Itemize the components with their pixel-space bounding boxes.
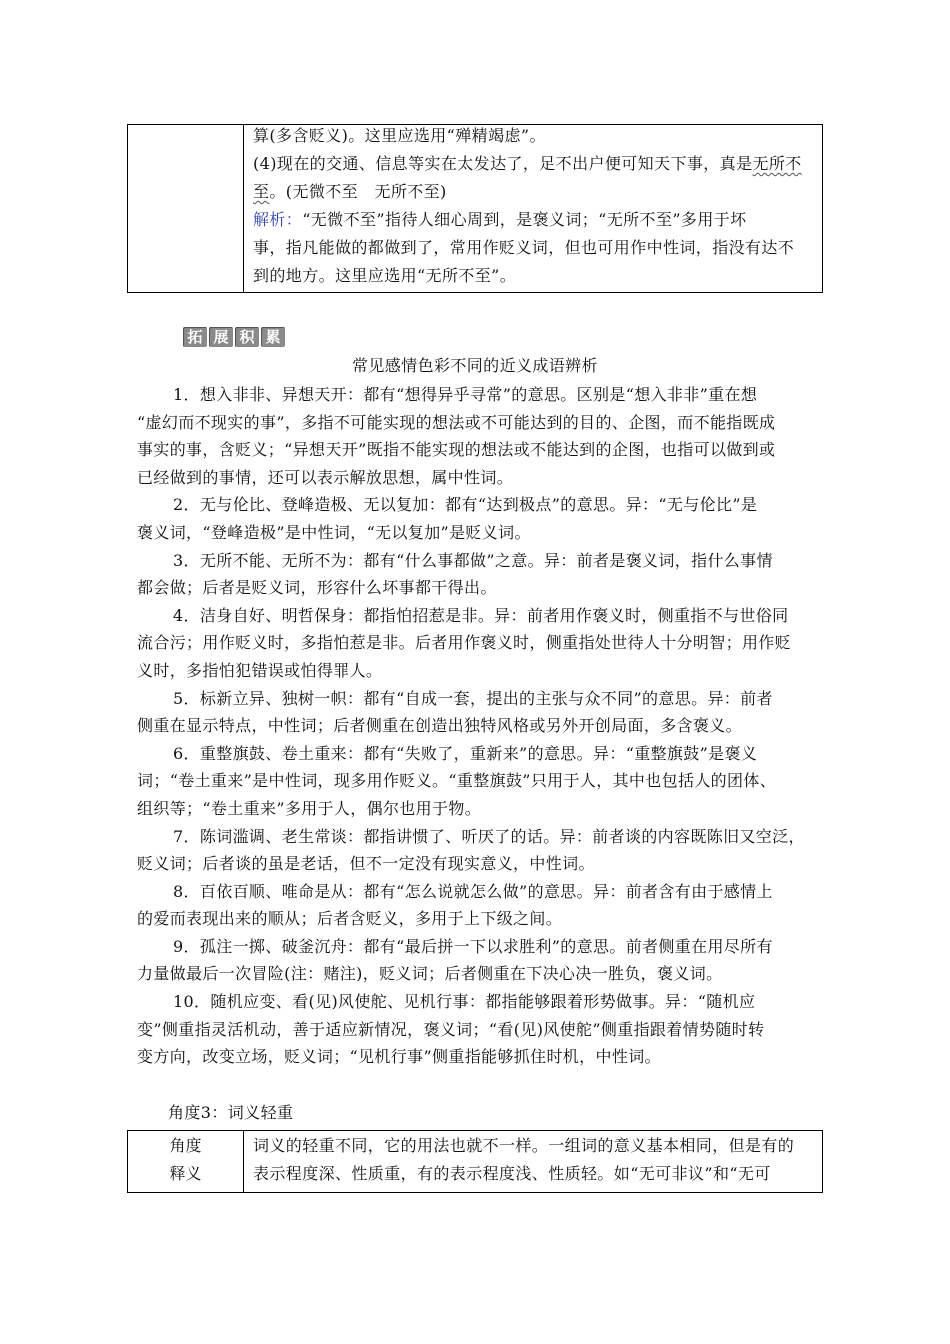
list-item bbox=[137, 381, 823, 491]
badge-char: 展 bbox=[209, 327, 233, 347]
text-line: 事，指凡能做的都做到了，常用作贬义词，但也可用作中性词，指没有达不 bbox=[253, 238, 795, 257]
text-line: 贬义词；后者谈的虽是老话，但不一定没有现实意义，中性词。 bbox=[137, 854, 595, 874]
badge-char: 拓 bbox=[183, 327, 207, 347]
list-item bbox=[137, 547, 823, 602]
text-line: 算(多含贬义)。这里应选用“殚精竭虑”。 bbox=[253, 126, 546, 145]
text-line: 9．孤注一掷、破釜沉舟：都有“最后拼一下以求胜利”的意思。前者侧重在用尽所有 bbox=[173, 936, 773, 956]
text-line: 事实的事，含贬义；“异想天开”既指不能实现的想法或不能达到的企图，也指可以做到或 bbox=[137, 440, 776, 460]
text-line: 7．陈词滥调、老生常谈：都指讲惯了、听厌了的话。异：前者谈的内容既陈旧又空泛， bbox=[173, 826, 805, 846]
table-left-cell bbox=[128, 1131, 244, 1192]
text-line: 1．想入非非、异想天开：都有“想得异乎寻常”的意思。区别是“想入非非”重在想 bbox=[173, 385, 758, 404]
text-line: 都会做；后者是贬义词，形容什么坏事都干得出。 bbox=[137, 578, 497, 598]
text-line: 表示程度深、性质重，有的表示程度浅、性质轻。如“无可非议”和“无可 bbox=[253, 1164, 771, 1183]
list-item bbox=[137, 740, 823, 823]
table-right-cell bbox=[244, 1131, 822, 1192]
definition-table bbox=[127, 1130, 823, 1193]
answer-table bbox=[127, 124, 823, 293]
text-line: 到的地方。这里应选用“无所不至”。 bbox=[253, 266, 517, 285]
underlined-answer: 至 bbox=[253, 182, 270, 201]
text-line: 侧重在显示特点，中性词；后者侧重在创造出独特风格或另外开创局面，多含褒义。 bbox=[137, 716, 742, 736]
cell-label: 释义 bbox=[169, 1164, 202, 1183]
idiom-list bbox=[137, 381, 823, 1071]
text-line: (4)现在的交通、信息等实在太发达了，足不出户便可知天下事，真是无所不 bbox=[253, 154, 802, 173]
text-line: 已经做到的事情，还可以表示解放思想，属中性词。 bbox=[137, 467, 514, 487]
text-line: 变方向，改变立场，贬义词；“见机行事”侧重指能够抓住时机，中性词。 bbox=[137, 1047, 661, 1067]
underlined-answer: 无所不 bbox=[752, 154, 802, 173]
text-line: 词；“卷土重来”是中性词，现多用作贬义。“重整旗鼓”只用于人，其中也包括人的团体、 bbox=[137, 771, 777, 791]
text-line: 词义的轻重不同，它的用法也就不一样。一组词的意义基本相同，但是有的 bbox=[253, 1136, 795, 1155]
section-heading: 常见感情色彩不同的近义成语辨析 bbox=[351, 356, 598, 375]
text-line: “虚幻而不现实的事”，多指不可能实现的想法或不可能达到的目的、企图，而不能指既成 bbox=[137, 412, 776, 432]
text-line: 10．随机应变、看(见)风使舵、见机行事：都指能够跟着形势做事。异：“随机应 bbox=[173, 992, 756, 1012]
cell-label: 角度 bbox=[169, 1136, 202, 1155]
text-line: 变”侧重指灵活机动，善于适应新情况，褒义词；“看(见)风使舵”侧重指跟着情势随时转 bbox=[137, 1019, 765, 1039]
list-item bbox=[137, 823, 823, 878]
list-item bbox=[137, 933, 823, 988]
badge-char: 积 bbox=[235, 327, 259, 347]
text-line: 流合污；用作贬义时，多指怕惹是非。后者用作褒义时，侧重指处世待人十分明智；用作贬 bbox=[137, 633, 792, 653]
badge-char: 累 bbox=[261, 327, 285, 347]
analysis-label: 解析： bbox=[253, 210, 303, 229]
text-line: 至。(无微不至 无所不至) bbox=[253, 182, 447, 201]
text-line: 解析：“无微不至”指待人细心周到，是褒义词；“无所不至”多用于坏 bbox=[253, 210, 747, 229]
text-line: 6．重整旗鼓、卷土重来：都有“失败了，重新来”的意思。异：“重整旗鼓”是褒义 bbox=[173, 743, 758, 763]
list-item bbox=[137, 878, 823, 933]
list-item bbox=[137, 685, 823, 740]
angle-title: 角度3：词义轻重 bbox=[168, 1103, 294, 1122]
text-line: 5．标新立异、独树一帜：都有“自成一套，提出的主张与众不同”的意思。异：前者 bbox=[173, 688, 773, 708]
list-item bbox=[137, 602, 823, 685]
text-line: 力量做最后一次冒险(注：赌注)，贬义词；后者侧重在下决心决一胜负，褒义词。 bbox=[137, 964, 723, 984]
list-item bbox=[137, 988, 823, 1071]
expand-accumulate-badge bbox=[183, 327, 285, 347]
text-line: 4．洁身自好、明哲保身：都指怕招惹是非。异：前者用作褒义时，侧重指不与世俗同 bbox=[173, 605, 789, 625]
text-line: 的爱而表现出来的顺从；后者含贬义，多用于上下级之间。 bbox=[137, 909, 563, 929]
table-left-cell bbox=[128, 125, 244, 292]
text-line: 3．无所不能、无所不为：都有“什么事都做”之意。异：前者是褒义词，指什么事情 bbox=[173, 550, 773, 570]
text-line: 组织等；“卷土重来”多用于人，偶尔也用于物。 bbox=[137, 798, 482, 818]
table-right-cell bbox=[244, 125, 822, 292]
list-item bbox=[137, 491, 823, 546]
text-line: 义时，多指怕犯错误或怕得罪人。 bbox=[137, 660, 383, 680]
text-line: 8．百依百顺、唯命是从：都有“怎么说就怎么做”的意思。异：前者含有由于感情上 bbox=[173, 881, 773, 901]
text-line: 褒义词，“登峰造极”是中性词，“无以复加”是贬义词。 bbox=[137, 522, 531, 542]
text-line: 2．无与伦比、登峰造极、无以复加：都有“达到极点”的意思。异：“无与伦比”是 bbox=[173, 495, 758, 515]
